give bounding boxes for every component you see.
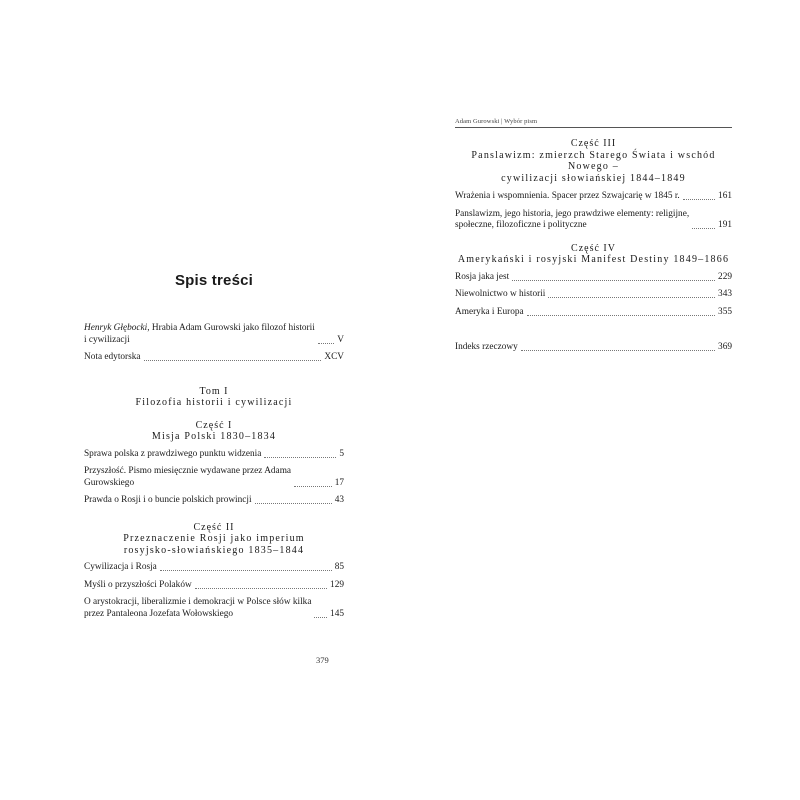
part-label: Część II	[193, 521, 235, 533]
toc-entry	[84, 562, 344, 574]
dot-leader	[195, 588, 327, 589]
dot-leader	[527, 315, 715, 316]
entry-text: Nota edytorska	[84, 352, 141, 362]
entry-text-line1: Panslawizm, jego historia, jego prawdziwe elementy: religijne,	[455, 208, 690, 219]
intro-author: Henryk Głębocki	[84, 323, 148, 333]
tom-title: Filozofia historii i cywilizacji	[135, 397, 293, 408]
page-number: 369	[718, 342, 732, 352]
folio-page-number: 379	[316, 655, 329, 665]
entry-text: Gurowskiego	[84, 477, 135, 488]
dot-leader	[683, 199, 715, 200]
page-number: 5	[339, 448, 344, 459]
entry-text: Sprawa polska z prawdziwego punktu widzenia	[84, 448, 262, 459]
toc-entry-index	[455, 342, 732, 354]
dot-leader	[255, 503, 332, 504]
part-title: Misja Polski 1830–1834	[151, 431, 277, 442]
entry-text: społeczne, filozoficzne i polityczne	[455, 220, 587, 230]
dot-leader	[294, 486, 332, 487]
entry-text: przez Pantaleona Jozefata Wołowskiego	[84, 608, 234, 619]
dot-leader	[144, 360, 322, 361]
part-title-line1: Panslawizm: zmierzch Starego Świata i wschód Nowego –	[471, 149, 716, 172]
page-number: 355	[718, 306, 732, 317]
page-number: 17	[334, 477, 344, 488]
running-head: Adam Gurowski | Wybór pism	[455, 118, 732, 128]
part-title-line2: rosyjsko-słowiańskiego 1835–1844	[123, 544, 305, 556]
dot-leader	[548, 297, 715, 298]
dot-leader	[160, 570, 332, 571]
page-number: 161	[718, 191, 732, 201]
page-number: 229	[718, 271, 732, 282]
part-label: Część IV	[571, 242, 616, 254]
dot-leader	[318, 343, 334, 344]
dot-leader	[264, 457, 336, 458]
page-number: 85	[334, 562, 344, 572]
toc-entry	[455, 209, 732, 232]
toc-entry	[84, 597, 344, 620]
toc-entry	[84, 580, 344, 592]
toc-entry	[84, 495, 344, 507]
toc-entry	[455, 191, 732, 203]
toc-entry	[455, 289, 732, 301]
page-number: 43	[334, 495, 344, 505]
page-number: XCV	[324, 352, 344, 362]
page-number: 343	[718, 289, 732, 299]
dot-leader	[314, 617, 327, 618]
toc-title: Spis treści	[174, 272, 254, 289]
dot-leader	[692, 228, 715, 229]
entry-text: Rosja jaka jest	[455, 271, 510, 282]
intro-text-line2: i cywilizacji	[84, 334, 130, 345]
dot-leader	[521, 350, 715, 351]
entry-text: Prawda o Rosji i o buncie polskich prowincji	[84, 495, 252, 505]
entry-text-line1: Przyszłość. Pismo miesięcznie wydawane przez Adama	[84, 466, 292, 476]
part-title-line2: cywilizacji słowiańskiej 1844–1849	[501, 172, 686, 184]
toc-entry	[455, 307, 732, 319]
intro-text: , Hrabia Adam Gurowski jako filozof historii	[147, 323, 315, 333]
entry-text: Niewolnictwo w historii	[455, 289, 546, 299]
toc-entry-nota	[84, 352, 344, 364]
toc-entry	[84, 449, 344, 461]
toc-entry	[455, 272, 732, 284]
page-number: 129	[330, 579, 344, 590]
entry-text: Indeks rzeczowy	[455, 342, 518, 352]
part-title: Amerykański i rosyjski Manifest Destiny 1849–1866	[457, 254, 730, 265]
entry-text: Cywilizacja i Rosja	[84, 562, 157, 572]
page-number: 145	[330, 608, 344, 619]
part-label: Część I	[195, 419, 233, 431]
left-page	[84, 262, 344, 626]
page-number: V	[337, 334, 344, 345]
entry-text: Ameryka i Europa	[455, 306, 524, 317]
part-title-line1: Przeznaczenie Rosji jako imperium	[123, 533, 305, 544]
toc-entry-intro	[84, 323, 344, 346]
part-label: Część III	[570, 138, 617, 149]
entry-text: Myśli o przyszłości Polaków	[84, 579, 192, 590]
entry-text-line1: O arystokracji, liberalizmie i demokracji w Polsce słów kilka	[84, 597, 312, 607]
entry-text: Wrażenia i wspomnienia. Spacer przez Szwajcarię w 1845 r.	[455, 191, 680, 201]
dot-leader	[512, 280, 715, 281]
page-number: 191	[718, 220, 732, 230]
right-page	[455, 118, 732, 360]
tom-label: Tom I	[199, 385, 229, 397]
toc-entry	[84, 466, 344, 489]
